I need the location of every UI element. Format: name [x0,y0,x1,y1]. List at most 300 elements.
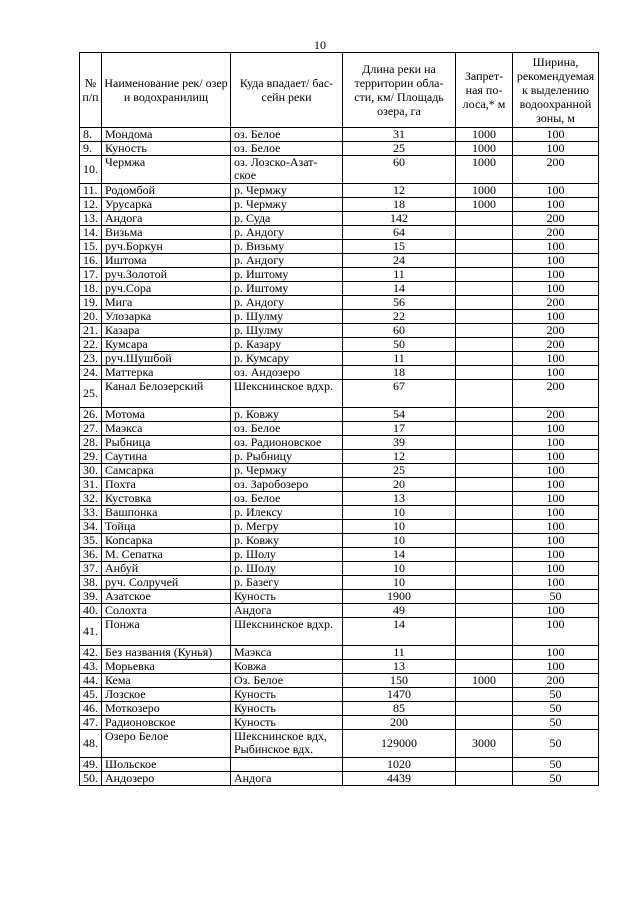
cell-flows: Оз. Белое [231,674,343,688]
cell-name: Иштома [102,254,231,268]
cell-num: 16. [80,254,102,268]
cell-width: 50 [513,730,599,758]
cell-num: 41. [80,618,102,646]
table-row [80,450,599,464]
cell-name: Лозское [102,688,231,702]
table-row [80,226,599,240]
cell-length: 129000 [343,730,456,758]
cell-forbidden [456,758,513,772]
cell-forbidden [456,254,513,268]
table-row [80,758,599,772]
cell-name: руч.Шушбой [102,352,231,366]
table-row [80,618,599,646]
cell-flows: р. Илексу [231,506,343,520]
cell-flows: оз. Заробозеро [231,478,343,492]
cell-flows: р. Кумсару [231,352,343,366]
table-row [80,296,599,310]
cell-length: 1470 [343,688,456,702]
cell-num: 17. [80,268,102,282]
table-row [80,240,599,254]
cell-width: 50 [513,758,599,772]
cell-length: 13 [343,492,456,506]
cell-flows: р. Шолу [231,548,343,562]
cell-flows: Шекснинское вдхр. [231,380,343,408]
cell-flows: р. Шулму [231,310,343,324]
cell-width: 100 [513,352,599,366]
cell-num: 32. [80,492,102,506]
cell-forbidden [456,534,513,548]
cell-length: 20 [343,478,456,492]
cell-flows: р. Чермжу [231,464,343,478]
cell-width: 100 [513,576,599,590]
cell-length: 14 [343,282,456,296]
table-row [80,534,599,548]
cell-name: Куность [102,142,231,156]
page-number: 10 [314,38,326,52]
cell-length: 31 [343,128,456,142]
table-row [80,212,599,226]
cell-num: 38. [80,576,102,590]
table-row [80,716,599,730]
table-row [80,310,599,324]
cell-num: 24. [80,366,102,380]
cell-length: 10 [343,506,456,520]
cell-flows: Маэкса [231,646,343,660]
cell-width: 200 [513,380,599,408]
table-row [80,492,599,506]
cell-forbidden [456,240,513,254]
cell-length: 64 [343,226,456,240]
header-width: Ширина, рекомендуемая к выделению водоохранной зоны, м [513,53,599,128]
cell-flows: р. Рыбницу [231,450,343,464]
cell-width: 100 [513,254,599,268]
cell-width: 100 [513,660,599,674]
cell-flows: Куность [231,702,343,716]
table-row [80,688,599,702]
cell-num: 44. [80,674,102,688]
cell-num: 23. [80,352,102,366]
cell-width: 200 [513,338,599,352]
cell-name: Кустовка [102,492,231,506]
cell-forbidden: 1000 [456,184,513,198]
cell-name: руч.Сора [102,282,231,296]
cell-width: 200 [513,226,599,240]
cell-name: Рыбница [102,436,231,450]
cell-width: 100 [513,506,599,520]
cell-name: Андозеро [102,772,231,786]
cell-num: 40. [80,604,102,618]
cell-forbidden [456,688,513,702]
cell-name: Андога [102,212,231,226]
cell-name: Маэкса [102,422,231,436]
cell-length: 11 [343,268,456,282]
table-row [80,772,599,786]
cell-flows: р. Шолу [231,562,343,576]
cell-forbidden [456,380,513,408]
cell-flows: р. Андогу [231,254,343,268]
cell-width: 100 [513,184,599,198]
cell-length: 18 [343,198,456,212]
cell-num: 13. [80,212,102,226]
cell-forbidden [456,646,513,660]
cell-forbidden [456,548,513,562]
cell-name: Шольское [102,758,231,772]
cell-name: Улозарка [102,310,231,324]
cell-width: 100 [513,464,599,478]
cell-flows: оз. Белое [231,142,343,156]
table-row [80,674,599,688]
cell-flows: Куность [231,590,343,604]
table-row [80,730,599,758]
cell-length: 17 [343,422,456,436]
cell-forbidden [456,408,513,422]
cell-width: 100 [513,366,599,380]
cell-forbidden: 1000 [456,674,513,688]
cell-name: Кема [102,674,231,688]
table-row [80,422,599,436]
cell-length: 10 [343,534,456,548]
cell-num: 15. [80,240,102,254]
cell-num: 12. [80,198,102,212]
cell-flows: оз. Белое [231,128,343,142]
cell-width: 100 [513,548,599,562]
cell-num: 30. [80,464,102,478]
cell-forbidden: 1000 [456,156,513,184]
cell-length: 1900 [343,590,456,604]
cell-forbidden [456,618,513,646]
cell-width: 50 [513,716,599,730]
cell-num: 35. [80,534,102,548]
cell-flows: р. Ковжу [231,408,343,422]
table-row [80,436,599,450]
cell-num: 14. [80,226,102,240]
cell-length: 25 [343,142,456,156]
table-row [80,282,599,296]
cell-name: Мондома [102,128,231,142]
cell-flows: р. Визьму [231,240,343,254]
cell-name: Анбуй [102,562,231,576]
cell-flows: р. Базегу [231,576,343,590]
table-row [80,198,599,212]
table-row [80,590,599,604]
cell-length: 39 [343,436,456,450]
cell-forbidden [456,338,513,352]
cell-forbidden [456,660,513,674]
table-row [80,338,599,352]
cell-flows: р. Суда [231,212,343,226]
cell-flows: Шекснинское вдх, Рыбинское вдх. [231,730,343,758]
cell-num: 48. [80,730,102,758]
cell-length: 14 [343,548,456,562]
cell-num: 8. [80,128,102,142]
table-row [80,268,599,282]
cell-forbidden: 1000 [456,128,513,142]
table-row [80,478,599,492]
cell-width: 100 [513,646,599,660]
table-row [80,184,599,198]
cell-forbidden [456,352,513,366]
cell-length: 49 [343,604,456,618]
cell-flows: р. Андогу [231,296,343,310]
cell-forbidden [456,520,513,534]
cell-name: Мига [102,296,231,310]
table-row [80,254,599,268]
table-row [80,548,599,562]
table-row [80,562,599,576]
cell-name: Казара [102,324,231,338]
cell-flows: р. Казару [231,338,343,352]
cell-forbidden: 1000 [456,142,513,156]
table-row [80,604,599,618]
table-row [80,506,599,520]
cell-num: 22. [80,338,102,352]
cell-length: 10 [343,562,456,576]
header-name: Наименование рек/ озер и водохранилищ [102,53,231,128]
cell-flows: р. Мегру [231,520,343,534]
cell-forbidden [456,282,513,296]
cell-name: Саутина [102,450,231,464]
cell-name: Радионовское [102,716,231,730]
cell-flows: Шекснинское вдхр. [231,618,343,646]
cell-width: 100 [513,240,599,254]
cell-width: 200 [513,156,599,184]
cell-num: 21. [80,324,102,338]
cell-forbidden [456,716,513,730]
table-body [80,128,599,786]
cell-name: Маттерка [102,366,231,380]
cell-forbidden [456,562,513,576]
cell-num: 29. [80,450,102,464]
cell-width: 100 [513,422,599,436]
cell-num: 28. [80,436,102,450]
cell-forbidden [456,702,513,716]
cell-forbidden [456,492,513,506]
cell-width: 200 [513,296,599,310]
cell-name: Кумсара [102,338,231,352]
cell-width: 100 [513,534,599,548]
cell-flows: р. Андогу [231,226,343,240]
cell-forbidden [456,436,513,450]
cell-num: 34. [80,520,102,534]
cell-forbidden: 1000 [456,198,513,212]
cell-name: Солохта [102,604,231,618]
cell-forbidden [456,366,513,380]
cell-length: 50 [343,338,456,352]
cell-forbidden [456,478,513,492]
cell-flows: Ковжа [231,660,343,674]
cell-length: 10 [343,520,456,534]
cell-num: 33. [80,506,102,520]
cell-flows: оз. Радионовское [231,436,343,450]
table-row [80,576,599,590]
cell-name: Азатское [102,590,231,604]
cell-width: 100 [513,268,599,282]
table-row [80,646,599,660]
cell-flows: р. Ковжу [231,534,343,548]
cell-length: 22 [343,310,456,324]
cell-length: 14 [343,618,456,646]
cell-flows: р. Иштому [231,268,343,282]
cell-flows: р. Шулму [231,324,343,338]
cell-name: Тойца [102,520,231,534]
cell-flows [231,758,343,772]
table-row [80,142,599,156]
cell-width: 50 [513,772,599,786]
cell-num: 42. [80,646,102,660]
cell-flows: оз. Белое [231,492,343,506]
cell-width: 200 [513,674,599,688]
cell-forbidden [456,226,513,240]
table-row [80,352,599,366]
cell-num: 46. [80,702,102,716]
cell-num: 9. [80,142,102,156]
table-row [80,156,599,184]
cell-name: руч. Солручей [102,576,231,590]
cell-name: руч.Золотой [102,268,231,282]
cell-name: Копсарка [102,534,231,548]
cell-forbidden [456,296,513,310]
cell-length: 11 [343,352,456,366]
cell-forbidden [456,464,513,478]
cell-width: 100 [513,478,599,492]
cell-width: 100 [513,310,599,324]
cell-num: 45. [80,688,102,702]
cell-width: 100 [513,198,599,212]
table-row [80,464,599,478]
cell-flows: Куность [231,688,343,702]
cell-length: 12 [343,184,456,198]
cell-length: 13 [343,660,456,674]
cell-forbidden [456,268,513,282]
cell-num: 36. [80,548,102,562]
cell-width: 50 [513,688,599,702]
cell-num: 10. [80,156,102,184]
rivers-table [79,52,599,786]
cell-forbidden [456,772,513,786]
cell-length: 60 [343,324,456,338]
cell-name: Похта [102,478,231,492]
cell-num: 43. [80,660,102,674]
cell-num: 50. [80,772,102,786]
cell-width: 100 [513,562,599,576]
header-num: № п/п [80,53,102,128]
cell-width: 100 [513,128,599,142]
cell-num: 49. [80,758,102,772]
cell-length: 200 [343,716,456,730]
table-row [80,408,599,422]
cell-num: 37. [80,562,102,576]
cell-width: 200 [513,408,599,422]
cell-name: Понжа [102,618,231,646]
cell-flows: оз. Лозско-Азат-ское [231,156,343,184]
header-length: Длина реки на территории обла-сти, км/ Площадь озера, га [343,53,456,128]
cell-width: 200 [513,324,599,338]
cell-length: 60 [343,156,456,184]
cell-length: 54 [343,408,456,422]
cell-length: 85 [343,702,456,716]
cell-length: 142 [343,212,456,226]
cell-num: 47. [80,716,102,730]
cell-width: 100 [513,436,599,450]
cell-name: Морьевка [102,660,231,674]
cell-width: 100 [513,492,599,506]
cell-name: Моткозеро [102,702,231,716]
cell-name: Без названия (Кунья) [102,646,231,660]
cell-num: 25. [80,380,102,408]
table-row [80,366,599,380]
cell-name: руч.Боркун [102,240,231,254]
cell-length: 25 [343,464,456,478]
cell-name: М. Сепатка [102,548,231,562]
cell-name: Мотома [102,408,231,422]
header-forbidden: Запрет-ная по-лоса,* м [456,53,513,128]
cell-name: Родомбой [102,184,231,198]
cell-flows: Андога [231,772,343,786]
cell-width: 100 [513,618,599,646]
cell-num: 19. [80,296,102,310]
table-row [80,660,599,674]
cell-flows: оз. Белое [231,422,343,436]
cell-width: 100 [513,450,599,464]
cell-forbidden [456,324,513,338]
table-row [80,520,599,534]
cell-length: 12 [343,450,456,464]
cell-forbidden [456,422,513,436]
cell-length: 67 [343,380,456,408]
cell-length: 18 [343,366,456,380]
table-row [80,702,599,716]
cell-length: 15 [343,240,456,254]
cell-width: 100 [513,282,599,296]
cell-flows: р. Чермжу [231,198,343,212]
cell-length: 4439 [343,772,456,786]
cell-flows: Андога [231,604,343,618]
cell-flows: оз. Андозеро [231,366,343,380]
cell-num: 31. [80,478,102,492]
cell-name: Визьма [102,226,231,240]
cell-flows: Куность [231,716,343,730]
cell-forbidden: 3000 [456,730,513,758]
header-flows: Куда впадает/ бас-сейн реки [231,53,343,128]
cell-forbidden [456,576,513,590]
cell-width: 50 [513,590,599,604]
cell-forbidden [456,450,513,464]
cell-forbidden [456,212,513,226]
cell-name: Канал Белозерский [102,380,231,408]
cell-width: 100 [513,520,599,534]
table-row [80,324,599,338]
cell-num: 20. [80,310,102,324]
cell-flows: р. Чермжу [231,184,343,198]
cell-name: Чермжа [102,156,231,184]
cell-length: 24 [343,254,456,268]
cell-num: 11. [80,184,102,198]
cell-length: 1020 [343,758,456,772]
cell-length: 10 [343,576,456,590]
cell-name: Озеро Белое [102,730,231,758]
cell-length: 56 [343,296,456,310]
cell-num: 26. [80,408,102,422]
cell-forbidden [456,506,513,520]
cell-forbidden [456,590,513,604]
cell-width: 100 [513,604,599,618]
cell-width: 50 [513,702,599,716]
table-row [80,380,599,408]
cell-name: Самсарка [102,464,231,478]
cell-num: 18. [80,282,102,296]
cell-name: Урусарка [102,198,231,212]
cell-forbidden [456,604,513,618]
